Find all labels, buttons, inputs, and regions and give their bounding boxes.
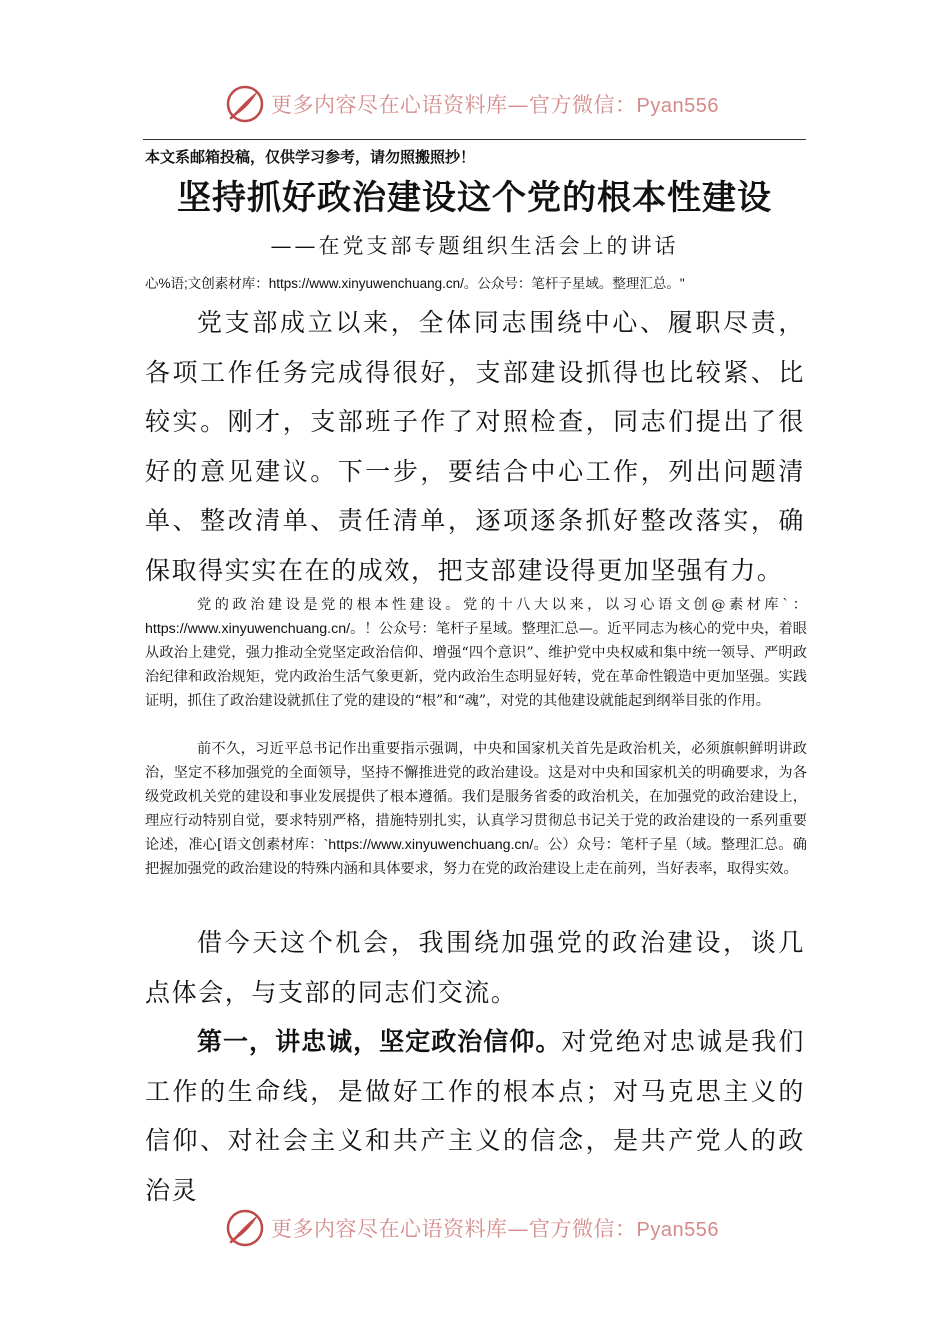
notice-line: 本文系邮箱投稿，仅供学习参考，请勿照搬照抄！ — [145, 148, 476, 166]
paragraph-2: 党的政治建设是党的根本性建设。党的十八大以来，以习心语文创@素材库`：https://www.xinyuwenchuang.cn/。！公众号：笔杆子星域。整理汇总—。近平同志为核心的党中央，着眼从政治上建党，强力推动全党坚定政治信仰、增强“四个意识”、维护党中央权威和集中统一领导、严明政治纪律和政治规矩，党内政治生活气象更新，党内政治生态明显好转，党在革命性锻造中更加坚强。实践证明，抓住了政治建设就抓住了党的建设的“根”和“魂”，对党的其他建设就能起到纲举目张的作用。 — [145, 597, 807, 709]
quill-logo-icon — [225, 84, 265, 124]
quill-logo-icon — [225, 1208, 265, 1248]
paragraph-5: 第一，讲忠诚，坚定政治信仰。对党绝对忠诚是我们工作的生命线，是做好工作的根本点；对马克思主义的信仰、对社会主义和共产主义的信念，是共产党人的政治灵 — [145, 1027, 805, 1205]
banner-text: 更多内容尽在心语资料库—官方微信：Pyan556 — [271, 93, 719, 117]
header-divider — [143, 139, 806, 140]
header-banner — [225, 82, 745, 126]
banner-text: 更多内容尽在心语资料库—官方微信：Pyan556 — [271, 1217, 719, 1241]
page-subtitle: ——在党支部专题组织生活会上的讲话 — [270, 234, 679, 258]
link-url: https://www.xinyuwenchuang.cn/ — [145, 620, 351, 637]
paragraph-4: 借今天这个机会，我围绕加强党的政治建设，谈几点体会，与支部的同志们交流。 — [145, 928, 805, 1007]
source-line: 心%语;文创素材库：https://www.xinyuwenchuang.cn/。公众号：笔杆子星域。整理汇总。" — [145, 276, 685, 291]
link-url: `https://www.xinyuwenchuang.cn/ — [323, 836, 534, 853]
page-title: 坚持抓好政治建设这个党的根本性建设 — [177, 178, 772, 218]
banner-wechat: Pyan556 — [636, 95, 719, 117]
footer-banner — [225, 1206, 745, 1250]
section-heading: 第一，讲忠诚，坚定政治信仰。 — [197, 1027, 562, 1056]
banner-wechat: Pyan556 — [636, 1219, 719, 1241]
paragraph-3: 前不久，习近平总书记作出重要指示强调，中央和国家机关首先是政治机关，必须旗帜鲜明讲政治，坚定不移加强党的全面领导，坚持不懈推进党的政治建设。这是对中央和国家机关的明确要求，为各级党政机关党的建设和事业发展提供了根本遵循。我们是服务省委的政治机关，在加强党的政治建设上，理应行动特别自觉，要求特别严格，措施特别扎实，认真学习贯彻总书记关于党的政治建设的一系列重要论述，准心[语文创素材库：`https://www.xinyuwenchuang.cn/。公）众号：笔杆子星（域。整理汇总。确把握加强党的政治建设的特殊内涵和具体要求，努力在党的政治建设上走在前列，当好表率，取得实效。 — [145, 741, 807, 877]
paragraph-1: 党支部成立以来，全体同志围绕中心、履职尽责，各项工作任务完成得很好，支部建设抓得也比较紧、比较实。刚才，支部班子作了对照检查，同志们提出了很好的意见建议。下一步，要结合中心工作，列出问题清单、整改清单、责任清单，逐项逐条抓好整改落实，确保取得实实在在的成效，把支部建设得更加坚强有力。 — [145, 308, 805, 585]
